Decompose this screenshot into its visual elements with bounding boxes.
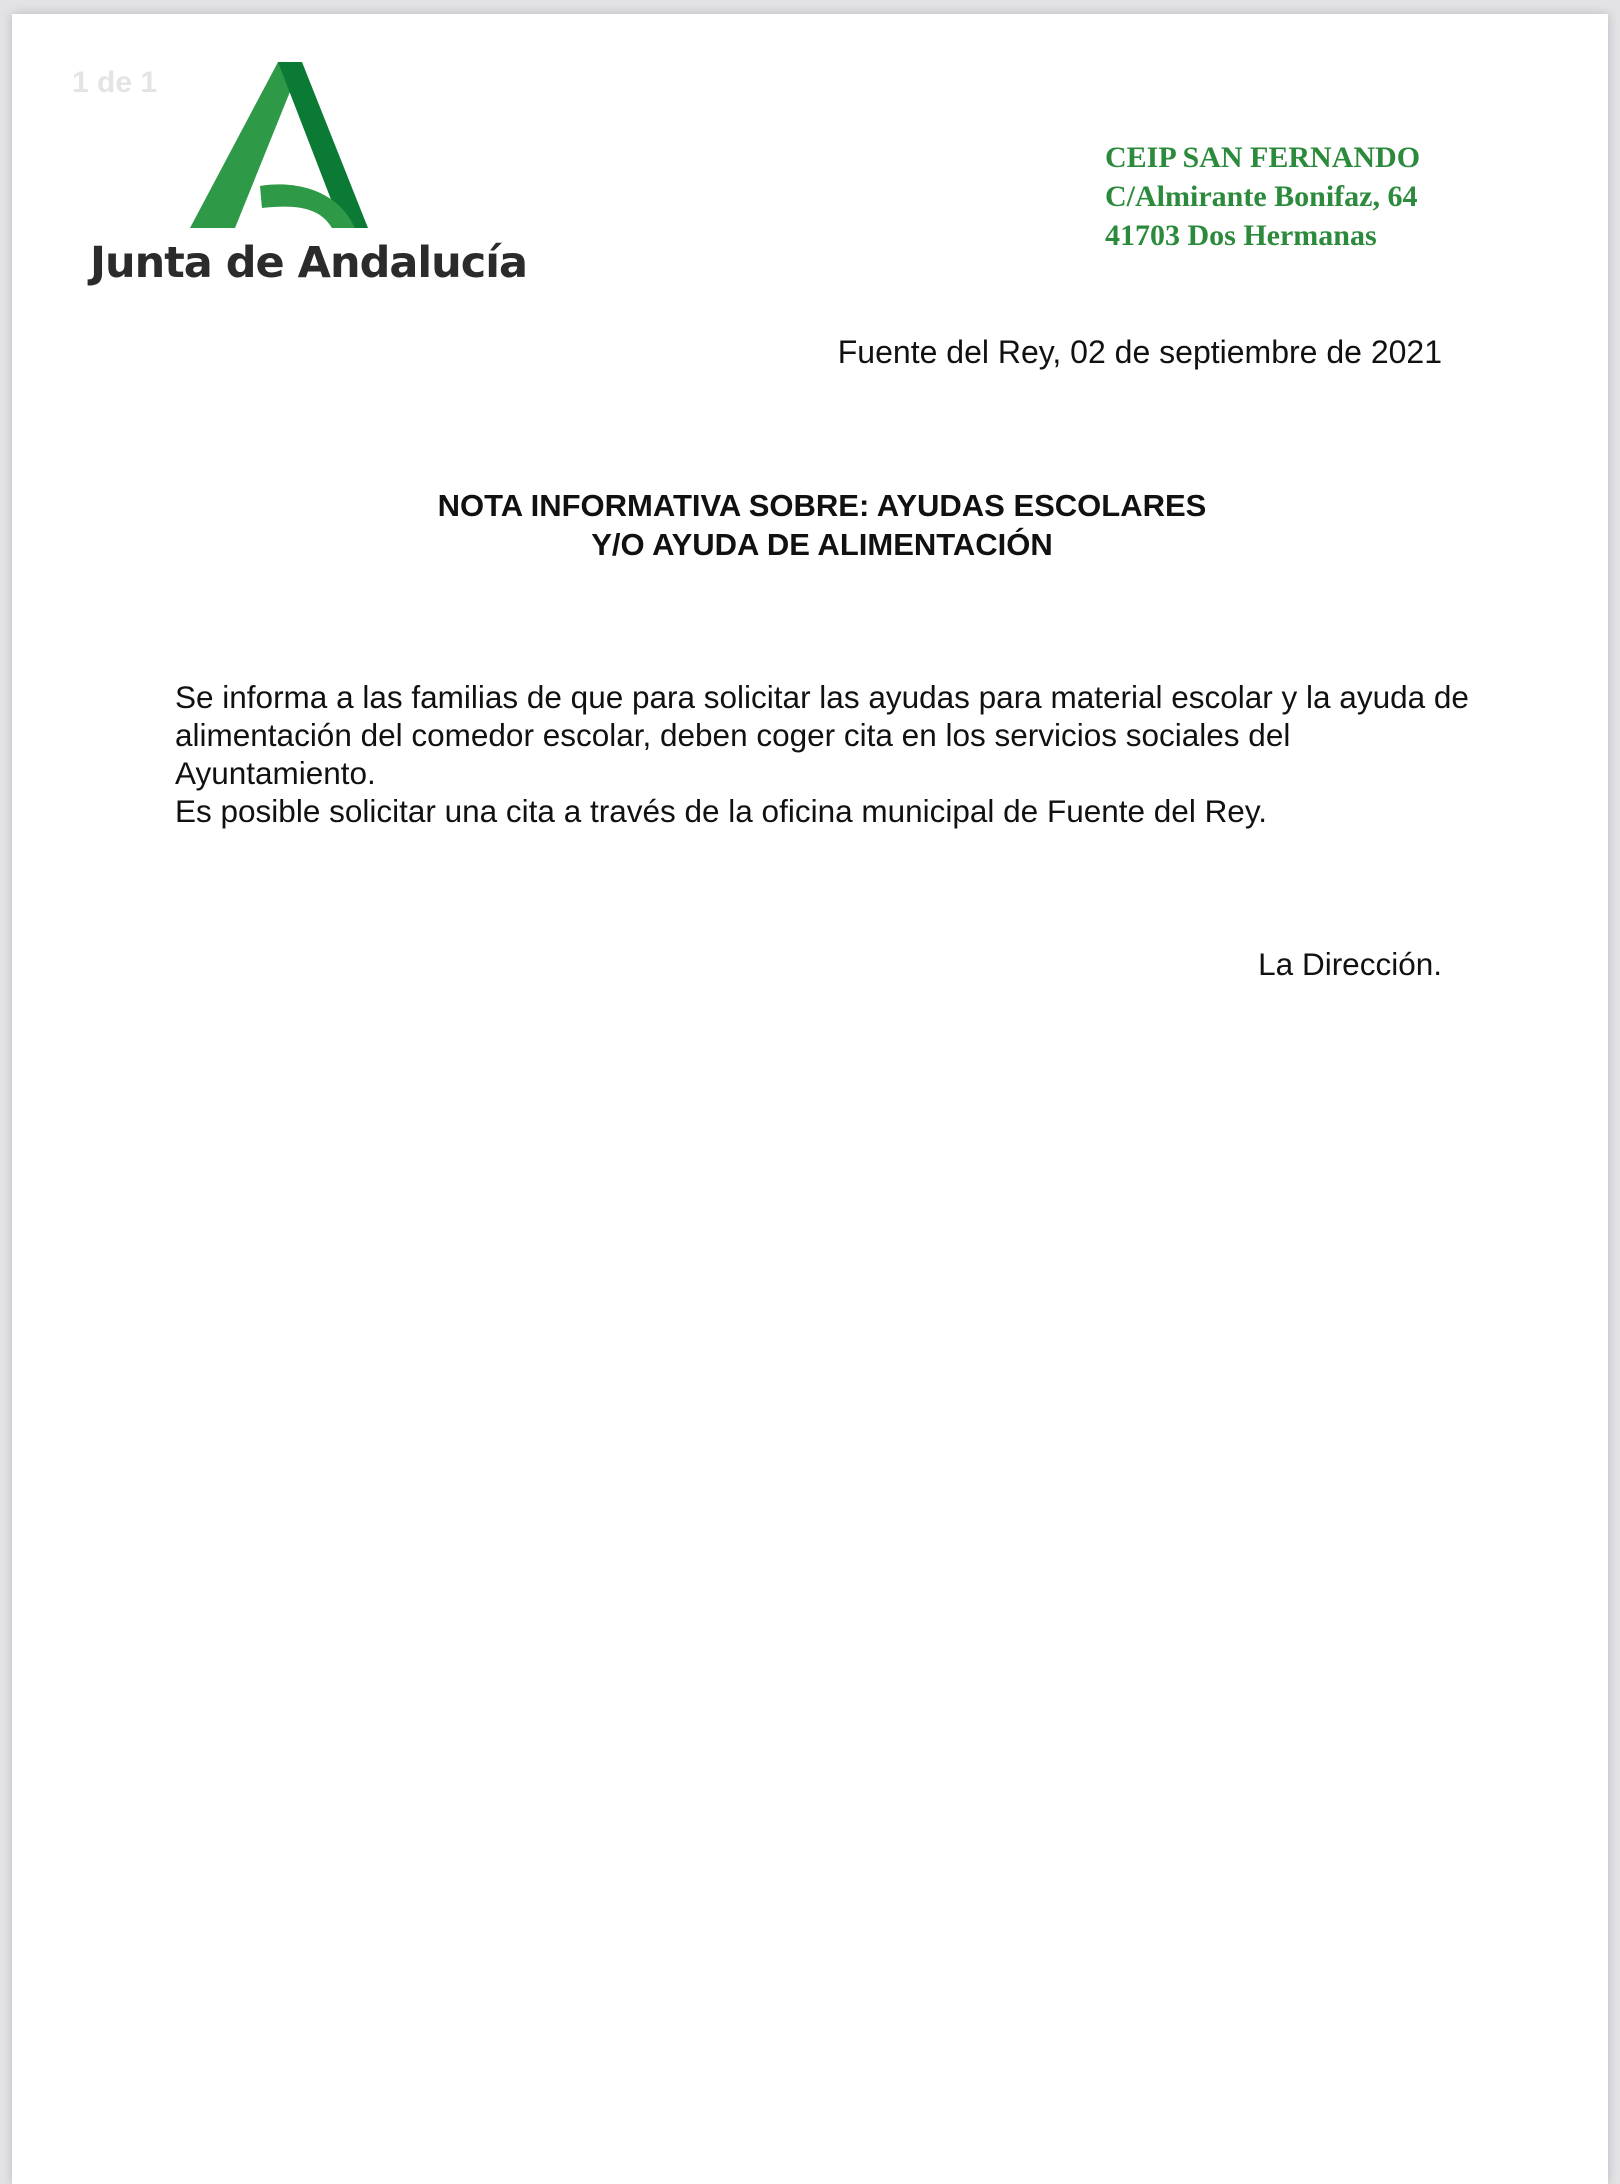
- andalucia-a-icon: [190, 62, 370, 232]
- school-address-block: [1105, 138, 1420, 255]
- document-body: [175, 678, 1475, 830]
- school-name: CEIP SAN FERNANDO: [1105, 141, 1421, 174]
- title-line-2: Y/O AYUDA DE ALIMENTACIÓN: [591, 527, 1053, 562]
- school-city: 41703 Dos Hermanas: [1105, 219, 1377, 252]
- logo-wordmark: Junta de Andalucía: [90, 238, 527, 288]
- signature: La Dirección.: [1258, 946, 1442, 982]
- body-paragraph-2: Es posible solicitar una cita a través de la oficina municipal de Fuente del Rey.: [175, 793, 1267, 829]
- document-title: [12, 486, 1620, 564]
- page-indicator: 1 de 1: [72, 66, 158, 99]
- title-line-1: NOTA INFORMATIVA SOBRE: AYUDAS ESCOLARES: [437, 488, 1207, 523]
- body-paragraph-1: Se informa a las familias de que para solicitar las ayudas para material escolar y la ayuda de alimentación del comedor escolar, deben coger cita en los servicios sociales del Ayuntamiento.: [175, 679, 1469, 791]
- document-page: [12, 14, 1608, 2184]
- school-street: C/Almirante Bonifaz, 64: [1105, 180, 1418, 213]
- date-line: Fuente del Rey, 02 de septiembre de 2021: [837, 334, 1442, 370]
- junta-de-andalucia-logo: [90, 62, 527, 292]
